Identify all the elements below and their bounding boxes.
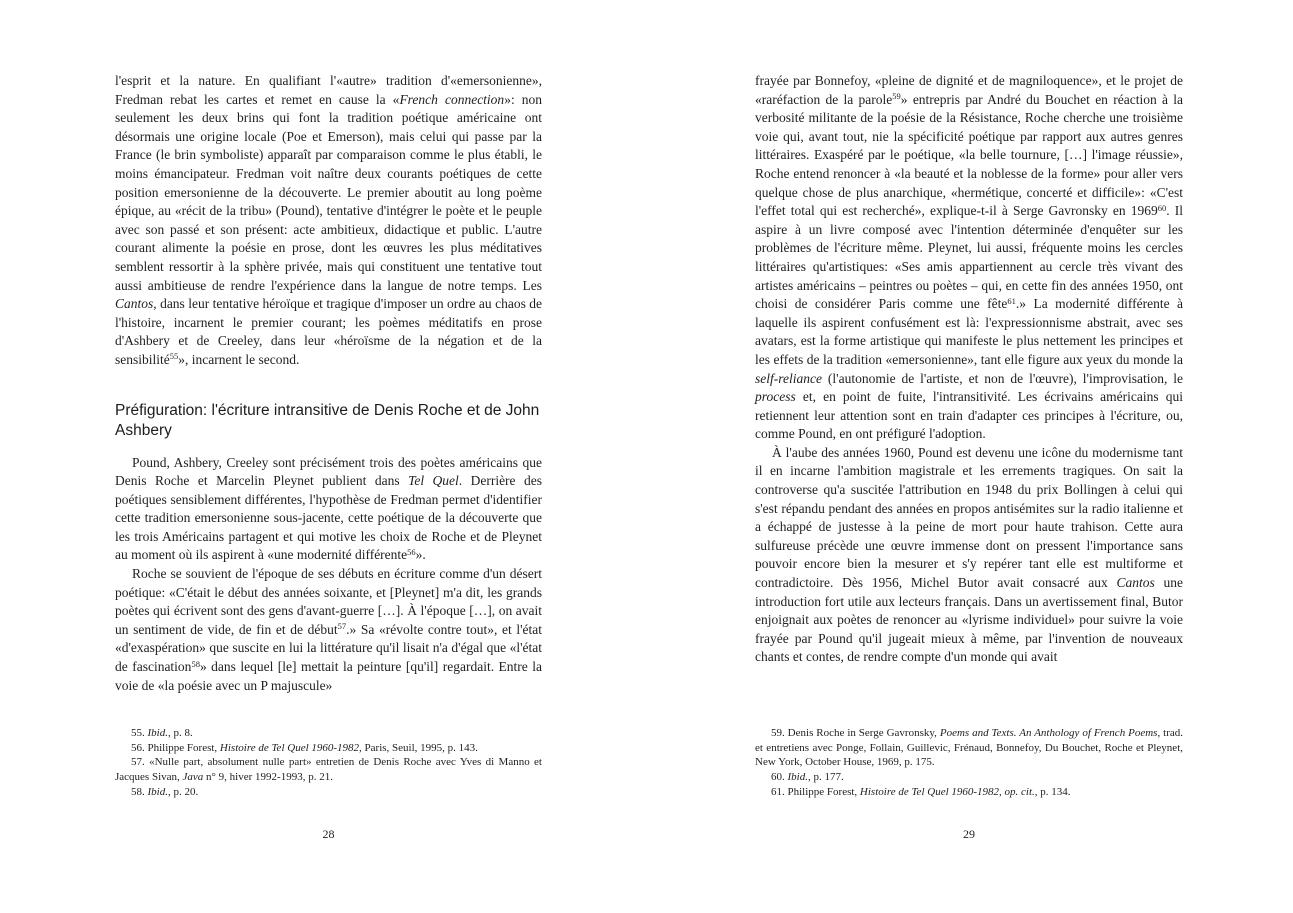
right-page-number: 29 bbox=[963, 827, 975, 841]
footnote-55: 55. Ibid., p. 8. bbox=[131, 727, 193, 739]
right-page bbox=[646, 0, 1293, 913]
left-page-body-text bbox=[115, 72, 542, 695]
section-heading: Préfiguration: l'écriture intransitive de Denis Roche et de John Ashbery bbox=[115, 401, 540, 439]
left-page-footnotes bbox=[115, 726, 542, 800]
footnote-58: 58. Ibid., p. 20. bbox=[131, 785, 199, 798]
left-page bbox=[0, 0, 646, 913]
footnote-56: 56. Philippe Forest, Histoire de Tel Quel 1960-1982, Paris, Seuil, 1995, p. 143. bbox=[131, 741, 478, 754]
right-page-footnotes bbox=[755, 726, 1183, 800]
footnote-59: 59. Denis Roche in Serge Gavronsky, Poems and Texts. An Anthology of French Poems, trad. et entretiens avec Ponge, Follain, Guillevic, Frénaud, Bonnefoy, Du Bouchet, Roche et Pleynet, New York, October House, 1969, p. 175. bbox=[755, 727, 1183, 769]
paragraph: Roche se souvient de l'époque de ses débuts en écriture comme d'un désert poétique: «C'était le début des années soixante, et [Pleynet] m'a dit, les grands poètes qui écrivent sont des gens d'avant-guerre […]. À l'époque […], on avait un sentiment de vide, de fin et de début$^{57}$.» Sa «révolte contre tout», et l'état «d'exaspération» que suscite en lui la littérature qu'il lisait n'a d'égal que «l'état de fascination$^{58}$» dans lequel [le] mettait la peinture [qu'il] regardait. Entre la voie de «la poésie avec un P majuscule» bbox=[115, 566, 542, 693]
paragraph-continuation: frayée par Bonnefoy, «pleine de dignité et de magniloquence», et le projet de «raréfaction de la parole$^{59}$» entrepris par André du Bouchet en réaction à la verbosité militante de la poésie de la Résistance, Roche cherche une troisième voie qui, avant tout, nie la spécificité poétique par rapport aux autres genres littéraires. Exaspéré par le poétique, «la belle tournure, […] l'image réussie», Roche entend renoncer à «la beauté et la noblesse de la forme» pour aller vers quelque chose de plus anarchique, «hermétique, concerté et difficile»: «C'est l'effet total qui est recherché», explique-t-il à Serge Gavronsky en 1969$^{60}$. Il aspire à un livre composé avec l'intention déterminée d'enquêter sur les problèmes de l'écriture même. Pleynet, lui aussi, fréquente moins les cercles littéraires qu'artistiques: «Ses amis appartiennent au cercle très vivant des artistes américains – peintres ou poètes – qui, en cette fin des années 1950, ont choisi de considérer Paris comme une fête$^{61}$.» La modernité différente à laquelle ils aspirent confusément est là: l'expressionnisme abstrait, avec ses avatars, est la forme artistique qui manifeste le plus nettement les principes et les effets de la tradition «emersonienne», tant elle figure aux yeux du monde la self-reliance (l'autonomie de l'artiste, et non de l'œuvre), l'improvisation, le process et, en point de fuite, l'intransitivité. Les écrivains américains qui retiennent leur attention sont en train d'adapter ces principes à l'écriture, ou, comme Pound, en ont préfiguré l'adoption. bbox=[755, 73, 1184, 442]
paragraph: Pound, Ashbery, Creeley sont précisément trois des poètes américains que Denis Roche et Marcelin Pleynet publient dans Tel Quel. Derrière des poétiques sensiblement différentes, l'hypothèse de Fredman permet d'identifier cette tradition emersonienne sous-jacente, cette poétique de la découverte que les trois Américains partagent et qui motive les choix de Roche et de Pleynet au moment où ils aspirent à «une modernité différente$^{56}$». bbox=[115, 454, 542, 563]
right-page-body-text bbox=[755, 72, 1183, 667]
paragraph-continuation: l'esprit et la nature. En qualifiant l'«autre» tradition d'«emersonienne», Fredman rebat les cartes et remet en cause la «French connection»: non seulement les deux brins qui font la tradition poétique américaine ont désormais une origine locale (Poe et Emerson), mais celui qui passe par la France (le brin symboliste) apparaît par comparaison comme le plus établi, le moins émancipateur. Fredman voit naître deux courants poétiques de cette position emersonienne de la découverte. Le premier aboutit au long poème épique, au «récit de la tribu» (Pound), tentative d'intégrer le poète et le peuple avec son passé et son présent: acte ambitieux, didactique et public. L'autre courant alimente la poésie en prose, dont les œuvres les plus méditatives semblent ressortir à la sphère privée, mais qui constituent une tentative tout aussi ambitieuse de rendre l'expérience dans la langue de notre temps. Les Cantos, dans leur tentative héroïque et tragique d'imposer un ordre au chaos de l'histoire, incarnent le premier courant; les poèmes méditatifs en prose d'Ashbery et de Creeley, dans leur «héroïsme de la négation et de la sensibilité$^{55}$», incarnent le second. bbox=[115, 73, 542, 367]
footnote-61: 61. Philippe Forest, Histoire de Tel Quel 1960-1982, op. cit., p. 134. bbox=[771, 785, 1071, 798]
footnote-60: 60. Ibid., p. 177. bbox=[771, 771, 844, 784]
left-page-number: 28 bbox=[322, 827, 335, 841]
footnote-57: 57. «Nulle part, absolument nulle part» entretien de Denis Roche avec Yves di Manno et Jacques Sivan, Java n° 9, hiver 1992-1993, p. 21. bbox=[115, 756, 542, 784]
paragraph: À l'aube des années 1960, Pound est devenu une icône du modernisme tant il en incarne l'ambition magistrale et les errements tragiques. On sait la controverse qu'a suscitée l'attribution en 1948 du prix Bollingen à celui qui s'est répandu pendant des années en propos antisémites sur la radio italienne et a échappé de justesse à la peine de mort pour haute trahison. Cette aura sulfureuse précède une œuvre immense dont on pressent l'importance sans pouvoir encore bien la mesurer et s'y repérer tant elle est multiforme et contradictoire. Dès 1956, Michel Butor avait consacré aux Cantos une introduction fort utile aux lecteurs français. Dans un avertissement final, Butor enjoignait aux poètes de renoncer au «lyrisme individuel» pour suivre la voie frayée par Pound qu'il jugeait mieux à même, par l'invention de nouveaux chants et contes, de rendre compte d'un monde qui avait bbox=[755, 444, 1183, 665]
